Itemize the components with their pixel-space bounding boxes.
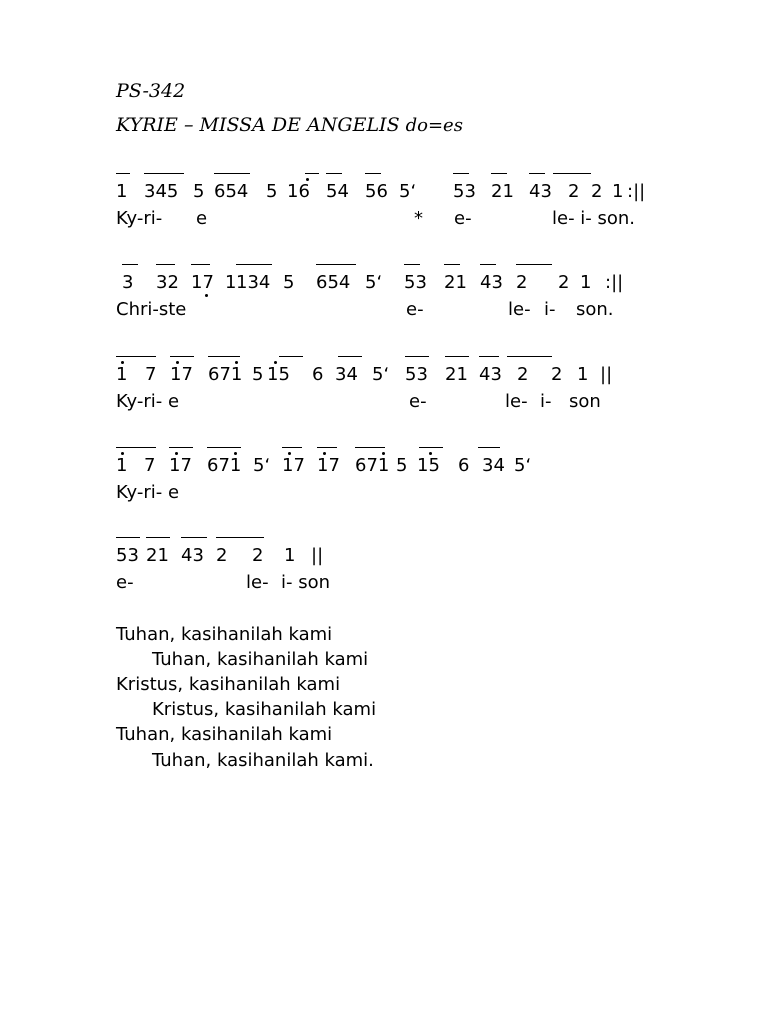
- note-group: 2: [516, 272, 528, 293]
- lyric-syllable: i-: [544, 299, 556, 320]
- beam-line: [208, 356, 240, 357]
- octave-dot-high: [121, 361, 124, 364]
- note-group: 7: [144, 455, 156, 476]
- lyric-syllable: i- son: [281, 572, 331, 593]
- note-group: 1: [116, 181, 128, 202]
- note-group: 54: [326, 181, 349, 202]
- beam-line: [282, 447, 302, 448]
- octave-dot-high: [306, 178, 309, 181]
- note-group: ||: [311, 545, 324, 566]
- note-group: 2: [568, 181, 580, 202]
- lyric-syllable: le-: [508, 299, 531, 320]
- note-group: 5ʻ: [514, 455, 532, 476]
- note-group: 6: [458, 455, 470, 476]
- note-group: 17: [191, 272, 214, 293]
- note-group: 21: [445, 364, 468, 385]
- key-signature: do=es: [405, 115, 463, 136]
- lyric-syllable: Ky-ri-: [116, 208, 163, 229]
- note-group: 2: [551, 364, 563, 385]
- note-group: 345: [144, 181, 179, 202]
- lyric-syllable: son: [569, 391, 601, 412]
- note-group: 654: [214, 181, 249, 202]
- note-group: 34: [482, 455, 505, 476]
- beam-line: [191, 264, 210, 265]
- beam-line: [156, 264, 175, 265]
- lyric-line: [116, 208, 676, 232]
- note-group: 17: [169, 455, 192, 476]
- beam-line: [516, 264, 552, 265]
- octave-dot-high: [274, 361, 277, 364]
- translation-line: Kristus, kasihanilah kami: [152, 699, 377, 720]
- note-group: 17: [170, 364, 193, 385]
- note-group: 2: [216, 545, 228, 566]
- notation-line: [116, 181, 676, 205]
- octave-dot-high: [234, 452, 237, 455]
- note-group: 5: [252, 364, 264, 385]
- beam-line: [116, 447, 156, 448]
- lyric-syllable: Chri-ste: [116, 299, 187, 320]
- note-group: 1: [284, 545, 296, 566]
- note-group: 6: [312, 364, 324, 385]
- lyric-syllable: son.: [576, 299, 614, 320]
- beam-line: [116, 356, 156, 357]
- note-group: 134: [236, 272, 271, 293]
- beam-line: [405, 356, 429, 357]
- octave-dot-high: [323, 452, 326, 455]
- note-group: 15: [267, 364, 290, 385]
- note-group: 671: [207, 455, 242, 476]
- note-group: 2: [591, 181, 603, 202]
- lyric-syllable: Ky-ri- e: [116, 482, 180, 503]
- note-group: 1: [116, 455, 128, 476]
- note-group: 1: [612, 181, 624, 202]
- lyric-syllable: e-: [409, 391, 427, 412]
- octave-dot-high: [429, 452, 432, 455]
- beam-line: [316, 264, 356, 265]
- note-group: 671: [208, 364, 243, 385]
- beam-line: [216, 537, 264, 538]
- beam-line: [236, 264, 272, 265]
- song-number: PS-342: [116, 80, 186, 102]
- note-group: 21: [491, 181, 514, 202]
- note-group: 2: [252, 545, 264, 566]
- note-group: 1: [225, 272, 237, 293]
- beam-line: [116, 173, 130, 174]
- beam-line: [207, 447, 241, 448]
- note-group: 16: [287, 181, 310, 202]
- translation-line: Tuhan, kasihanilah kami: [116, 724, 333, 745]
- note-group: :||: [627, 181, 646, 202]
- notation-line: [116, 545, 676, 569]
- note-group: 5: [266, 181, 278, 202]
- note-group: 5ʻ: [372, 364, 390, 385]
- note-group: 53: [116, 545, 139, 566]
- notation-line: [116, 455, 676, 479]
- beam-line: [279, 356, 303, 357]
- beam-line: [355, 447, 385, 448]
- song-title: [116, 114, 463, 136]
- notation-line: [116, 272, 676, 296]
- octave-dot-high: [235, 361, 238, 364]
- note-group: 17: [282, 455, 305, 476]
- lyric-syllable: e-: [116, 572, 134, 593]
- lyric-line: [116, 572, 676, 596]
- translation-line: Tuhan, kasihanilah kami: [116, 624, 333, 645]
- note-group: 2: [517, 364, 529, 385]
- translation-line: Tuhan, kasihanilah kami.: [152, 750, 374, 771]
- beam-line: [478, 447, 500, 448]
- beam-line: [122, 264, 138, 265]
- note-group: 5: [396, 455, 408, 476]
- note-group: 32: [156, 272, 179, 293]
- note-group: 5ʻ: [365, 272, 383, 293]
- lyric-syllable: le- i- son.: [552, 208, 636, 229]
- note-group: 34: [335, 364, 358, 385]
- beam-line: [404, 264, 420, 265]
- note-group: 2: [558, 272, 570, 293]
- note-group: 17: [317, 455, 340, 476]
- note-group: 654: [316, 272, 351, 293]
- note-group: 53: [453, 181, 476, 202]
- beam-line: [169, 447, 193, 448]
- lyric-syllable: e: [196, 208, 208, 229]
- beam-line: [529, 173, 545, 174]
- octave-dot-high: [288, 452, 291, 455]
- octave-dot-high: [121, 452, 124, 455]
- lyric-syllable: Ky-ri- e: [116, 391, 180, 412]
- note-group: 56: [365, 181, 388, 202]
- note-group: 1: [116, 364, 128, 385]
- note-group: ||: [600, 364, 613, 385]
- beam-line: [479, 356, 499, 357]
- beam-line: [170, 356, 194, 357]
- lyric-syllable: e-: [454, 208, 472, 229]
- note-group: 43: [529, 181, 552, 202]
- note-group: 3: [122, 272, 134, 293]
- note-group: :||: [605, 272, 624, 293]
- octave-dot-high: [176, 361, 179, 364]
- lyric-syllable: i-: [540, 391, 552, 412]
- beam-line: [419, 447, 443, 448]
- lyric-syllable: e-: [406, 299, 424, 320]
- octave-dot-high: [382, 452, 385, 455]
- octave-dot-high: [175, 452, 178, 455]
- note-group: 5: [193, 181, 205, 202]
- lyric-line: [116, 482, 676, 506]
- beam-line: [480, 264, 496, 265]
- note-group: 7: [145, 364, 157, 385]
- beam-line: [444, 264, 460, 265]
- note-group: 15: [417, 455, 440, 476]
- beam-line: [338, 356, 362, 357]
- beam-line: [365, 173, 381, 174]
- beam-line: [181, 537, 207, 538]
- beam-line: [507, 356, 552, 357]
- song-title-text: KYRIE – MISSA DE ANGELIS: [116, 114, 400, 136]
- beam-line: [491, 173, 507, 174]
- note-group: 671: [355, 455, 390, 476]
- note-group: 43: [479, 364, 502, 385]
- beam-line: [445, 356, 469, 357]
- beam-line: [214, 173, 250, 174]
- note-group: 5: [283, 272, 295, 293]
- beam-line: [116, 537, 140, 538]
- translation-line: Tuhan, kasihanilah kami: [152, 649, 369, 670]
- beam-line: [144, 173, 184, 174]
- beam-line: [453, 173, 469, 174]
- lyric-line: [116, 299, 676, 323]
- note-group: 53: [405, 364, 428, 385]
- lyric-syllable: *: [414, 208, 423, 229]
- note-group: 5ʻ: [399, 181, 417, 202]
- note-group: 5ʻ: [253, 455, 271, 476]
- lyric-syllable: le-: [246, 572, 269, 593]
- note-group: 1: [580, 272, 592, 293]
- beam-line: [326, 173, 342, 174]
- octave-dot-low: [205, 294, 208, 297]
- notation-line: [116, 364, 676, 388]
- beam-line: [146, 537, 170, 538]
- beam-line: [317, 447, 337, 448]
- note-group: 43: [480, 272, 503, 293]
- note-group: 1: [577, 364, 589, 385]
- lyric-line: [116, 391, 676, 415]
- note-group: 21: [444, 272, 467, 293]
- note-group: 43: [181, 545, 204, 566]
- note-group: 21: [146, 545, 169, 566]
- beam-line: [305, 173, 319, 174]
- note-group: 53: [404, 272, 427, 293]
- lyric-syllable: le-: [505, 391, 528, 412]
- translation-line: Kristus, kasihanilah kami: [116, 674, 341, 695]
- beam-line: [553, 173, 591, 174]
